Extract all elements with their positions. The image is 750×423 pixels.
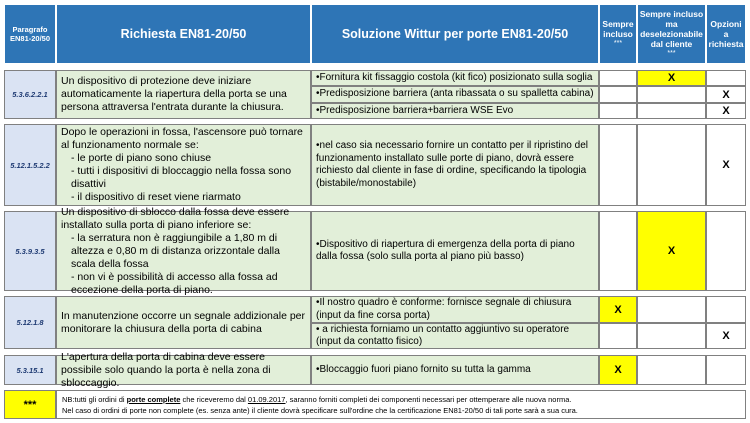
row1-sol2-deselectable (637, 86, 706, 103)
row4-sol1-optional (706, 296, 746, 323)
row2-solution: •nel caso sia necessario fornire un contatto per il ripristino del funzionamento installato sulle porte di piano, dovrà essere richiesto dal cliente in fase di ordine, specificando la tipologia (bistabile/monostabile) (311, 124, 599, 206)
header-paragraph: Paragrafo EN81-20/50 (4, 4, 56, 64)
row5-paragraph: 5.3.15.1 (4, 355, 56, 385)
row1-solution-3: •Predisposizione barriera+barriera WSE Evo (311, 103, 599, 119)
header-always-included: Sempre incluso *** (599, 4, 637, 64)
row1-solution-2: •Predisposizione barriera (anta ribassata o su spalletta cabina) (311, 86, 599, 103)
row5-always: X (599, 355, 637, 385)
row1-sol2-optional: X (706, 86, 746, 103)
row3-deselectable: X (637, 211, 706, 291)
row1-sol1-always (599, 70, 637, 86)
row5-optional (706, 355, 746, 385)
row1-solution-1: •Fornitura kit fissaggio costola (kit fico) posizionato sulla soglia (311, 70, 599, 86)
row4-request: In manutenzione occorre un segnale addizionale per monitorare la chiusura della porta di cabina (56, 296, 311, 349)
row4-sol2-deselectable (637, 323, 706, 349)
row4-solution-2: • a richiesta forniamo un contatto aggiuntivo su operatore (input da contatto fisico) (311, 323, 599, 349)
row3-always (599, 211, 637, 291)
row5-request: L'apertura della porta di cabina deve essere possibile solo quando la porta è nella zona di sbloccaggio. (56, 355, 311, 385)
row4-sol2-always (599, 323, 637, 349)
row1-request: Un dispositivo di protezione deve iniziare automaticamente la riapertura della porta se una persona attraversa l'entrata durante la chiusura. (56, 70, 311, 119)
row1-sol3-deselectable (637, 103, 706, 119)
row1-sol3-optional: X (706, 103, 746, 119)
header-deselectable: Sempre incluso ma deselezionabile dal cliente *** (637, 4, 706, 64)
row3-solution: •Dispositivo di riapertura di emergenza della porta di piano dalla fossa (solo sulla porta al piano più basso) (311, 211, 599, 291)
row3-paragraph: 5.3.9.3.5 (4, 211, 56, 291)
row2-request: Dopo le operazioni in fossa, l'ascensore può tornare al funzionamento normale se: - le porte di piano sono chiuse - tutti i dispositivi di bloccaggio nella fossa sono disattivi - il dispositivo di reset viene riarmato (56, 124, 311, 206)
row2-paragraph: 5.12.1.5.2.2 (4, 124, 56, 206)
row3-request: Un dispositivo di sblocco dalla fossa deve essere installato sulla porta di piano inferiore se: - la serratura non è raggiungibile a 1,80 m di altezza e 0,80 m di distanza orizzontale dalla scala della fossa - non vi è possibilità di accesso alla fossa ad eccezione della porta di piano. (56, 211, 311, 291)
row2-optional: X (706, 124, 746, 206)
header-solution: Soluzione Wittur per porte EN81-20/50 (311, 4, 599, 64)
row1-paragraph: 5.3.6.2.2.1 (4, 70, 56, 119)
row4-sol1-always: X (599, 296, 637, 323)
header-optional: Opzioni a richiesta (706, 4, 746, 64)
row5-solution: •Bloccaggio fuori piano fornito su tutta la gamma (311, 355, 599, 385)
row4-solution-1: •Il nostro quadro è conforme: fornisce segnale di chiusura (input da fine corsa porta) (311, 296, 599, 323)
row4-paragraph: 5.12.1.8 (4, 296, 56, 349)
row3-optional (706, 211, 746, 291)
row1-sol1-deselectable: X (637, 70, 706, 86)
row1-sol1-optional (706, 70, 746, 86)
row5-deselectable (637, 355, 706, 385)
row2-always (599, 124, 637, 206)
row2-deselectable (637, 124, 706, 206)
row4-sol2-optional: X (706, 323, 746, 349)
row1-sol2-always (599, 86, 637, 103)
footer-mark: *** (4, 390, 56, 419)
header-request: Richiesta EN81-20/50 (56, 4, 311, 64)
row4-sol1-deselectable (637, 296, 706, 323)
footer-note: NB:tutti gli ordini di porte complete che riceveremo dal 01.09.2017, saranno forniti completi dei componenti necessari per ottemperare alle nuova norma. Nel caso di ordini di porte non complete (es. senza ante) il cliente dovrà specificare sull'ordine che la certificazione EN81-20/50 di tali porte sarà a sua cura. (56, 390, 746, 419)
row1-sol3-always (599, 103, 637, 119)
